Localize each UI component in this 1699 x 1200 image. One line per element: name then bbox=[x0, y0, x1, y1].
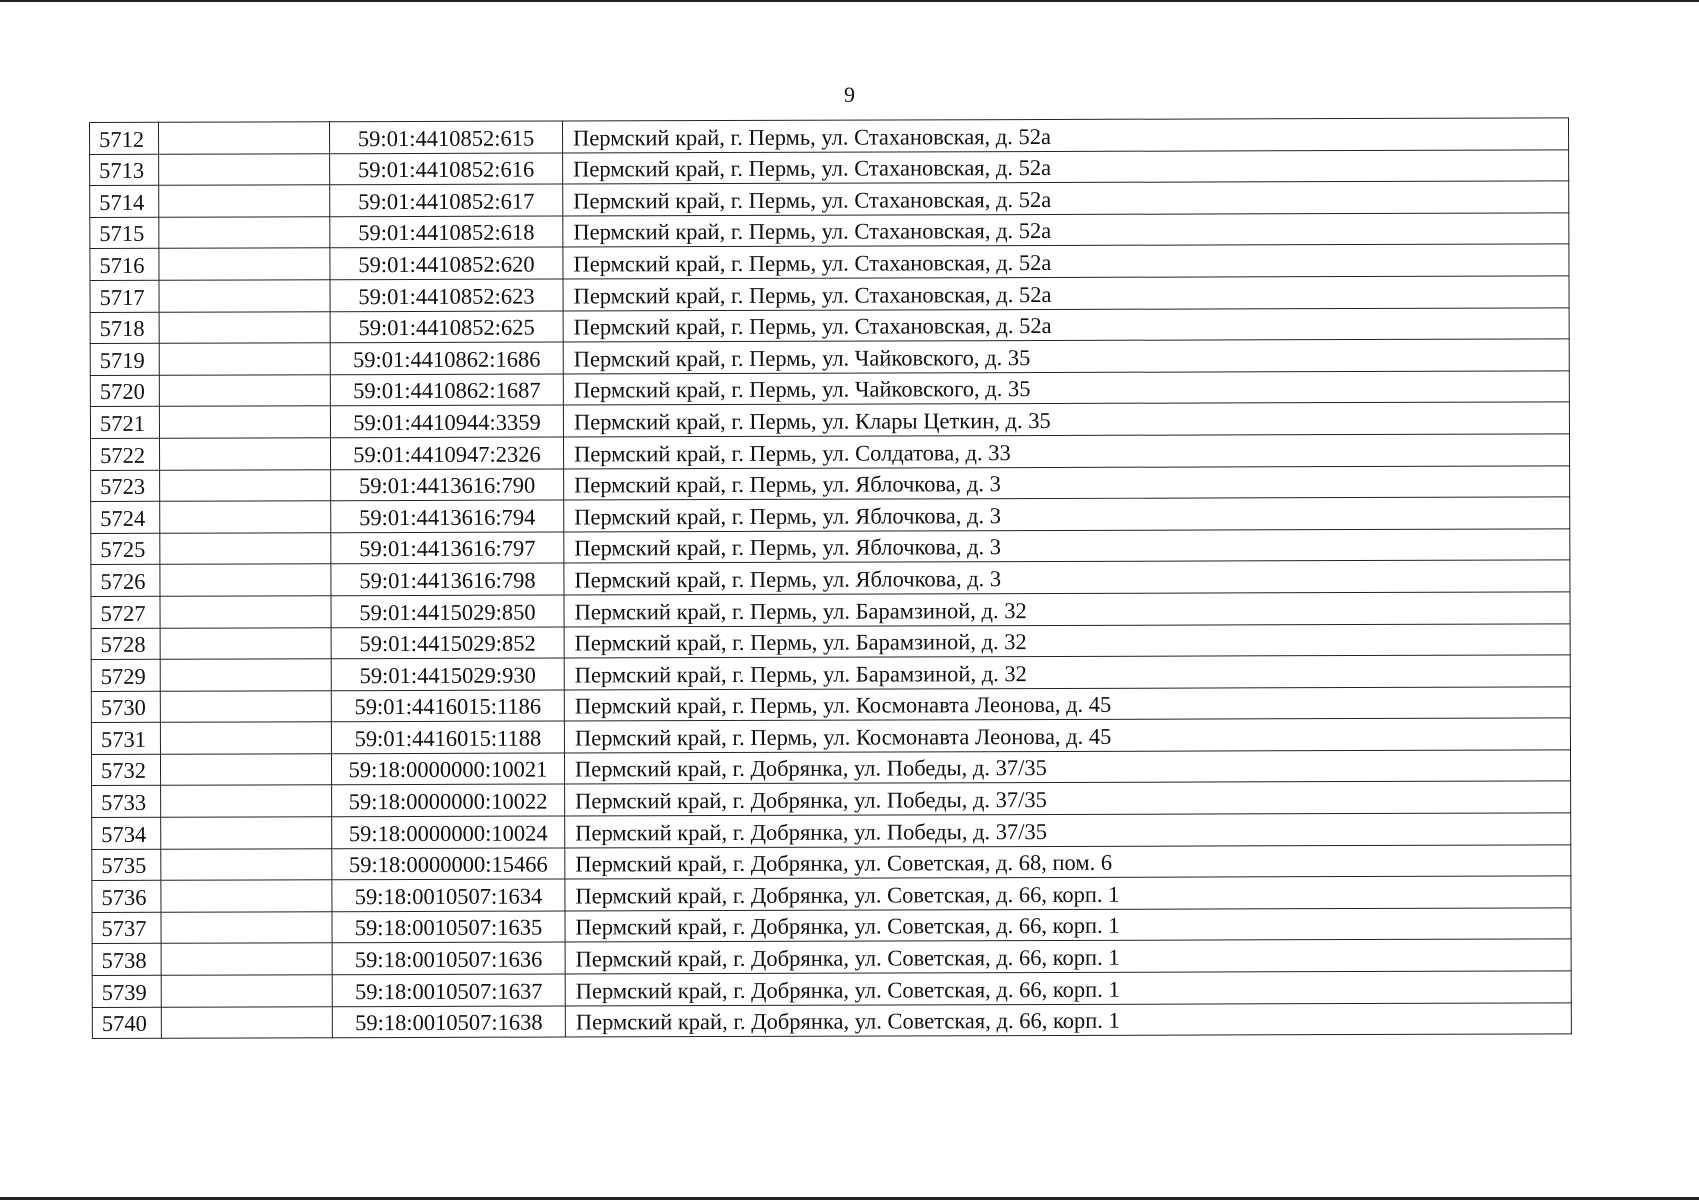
cadastral-number-cell: 59:01:4410852:617 bbox=[330, 184, 563, 216]
address-cell: Пермский край, г. Пермь, ул. Яблочкова, д. 3 bbox=[564, 529, 1570, 564]
empty-cell bbox=[160, 501, 331, 533]
table-row bbox=[91, 529, 1570, 565]
cadastral-number-cell: 59:01:4413616:797 bbox=[331, 532, 564, 564]
empty-cell bbox=[161, 880, 332, 912]
row-number-cell: 5732 bbox=[91, 754, 160, 786]
address-cell: Пермский край, г. Добрянка, ул. Советская, д. 66, корп. 1 bbox=[565, 971, 1571, 1006]
table-row bbox=[91, 687, 1570, 723]
address-cell: Пермский край, г. Пермь, ул. Стахановская, д. 52а bbox=[563, 181, 1569, 216]
cadastral-number-cell: 59:18:0010507:1638 bbox=[332, 1006, 565, 1038]
address-cell: Пермский край, г. Добрянка, ул. Победы, д. 37/35 bbox=[564, 750, 1570, 785]
address-cell: Пермский край, г. Пермь, ул. Стахановская, д. 52а bbox=[563, 213, 1569, 248]
address-cell: Пермский край, г. Пермь, ул. Стахановская, д. 52а bbox=[563, 307, 1569, 342]
empty-cell bbox=[160, 690, 331, 722]
empty-cell bbox=[160, 627, 331, 659]
cadastral-number-cell: 59:01:4410852:616 bbox=[330, 153, 563, 185]
cadastral-number-cell: 59:18:0010507:1635 bbox=[332, 911, 565, 943]
row-number-cell: 5720 bbox=[90, 375, 159, 407]
address-cell: Пермский край, г. Добрянка, ул. Советская, д. 66, корп. 1 bbox=[565, 876, 1571, 911]
cadastral-number-cell: 59:01:4410947:2326 bbox=[330, 437, 563, 469]
address-cell: Пермский край, г. Пермь, ул. Стахановская, д. 52а bbox=[563, 276, 1569, 311]
cadastral-number-cell: 59:01:4410944:3359 bbox=[330, 405, 563, 437]
address-cell: Пермский край, г. Пермь, ул. Стахановская, д. 52а bbox=[562, 118, 1568, 153]
table-row bbox=[90, 434, 1569, 470]
cadastral-number-cell: 59:18:0000000:10021 bbox=[331, 753, 564, 785]
address-cell: Пермский край, г. Добрянка, ул. Советская, д. 66, корп. 1 bbox=[565, 908, 1571, 943]
table-row bbox=[92, 781, 1571, 817]
empty-cell bbox=[161, 943, 332, 975]
table-row bbox=[90, 307, 1569, 343]
row-number-cell: 5739 bbox=[92, 975, 161, 1007]
row-number-cell: 5726 bbox=[91, 565, 160, 597]
row-number-cell: 5733 bbox=[92, 786, 161, 818]
scan-top-edge bbox=[0, 0, 1699, 2]
row-number-cell: 5721 bbox=[90, 407, 159, 439]
table-row bbox=[91, 497, 1570, 533]
empty-cell bbox=[159, 153, 330, 185]
address-cell: Пермский край, г. Добрянка, ул. Победы, д. 37/35 bbox=[565, 781, 1571, 816]
table-row bbox=[90, 181, 1569, 217]
table-row bbox=[90, 371, 1569, 407]
empty-cell bbox=[159, 280, 330, 312]
cadastral-number-cell: 59:01:4416015:1188 bbox=[331, 721, 564, 753]
empty-cell bbox=[159, 374, 330, 406]
row-number-cell: 5717 bbox=[90, 280, 159, 312]
page-number: 9 bbox=[844, 82, 855, 107]
row-number-cell: 5738 bbox=[92, 944, 161, 976]
cadastral-number-cell: 59:01:4410852:615 bbox=[330, 121, 563, 153]
table-row bbox=[92, 971, 1571, 1007]
address-cell: Пермский край, г. Пермь, ул. Барамзиной, д. 32 bbox=[564, 623, 1570, 658]
address-cell: Пермский край, г. Пермь, ул. Яблочкова, д. 3 bbox=[564, 560, 1570, 595]
address-cell: Пермский край, г. Пермь, ул. Космонавта Леонова, д. 45 bbox=[564, 687, 1570, 722]
empty-cell bbox=[160, 754, 331, 786]
cadastral-number-cell: 59:18:0000000:10022 bbox=[332, 784, 565, 816]
cadastral-number-cell: 59:01:4413616:798 bbox=[331, 563, 564, 595]
row-number-cell: 5716 bbox=[90, 249, 159, 281]
row-number-cell: 5725 bbox=[91, 533, 160, 565]
empty-cell bbox=[161, 848, 332, 880]
row-number-cell: 5731 bbox=[91, 723, 160, 755]
address-cell: Пермский край, г. Пермь, ул. Чайковского, д. 35 bbox=[563, 339, 1569, 374]
registry-table-body bbox=[90, 118, 1572, 1039]
empty-cell bbox=[161, 912, 332, 944]
table-row bbox=[90, 276, 1569, 312]
row-number-cell: 5712 bbox=[90, 122, 159, 154]
table-row bbox=[90, 244, 1569, 280]
cadastral-number-cell: 59:01:4413616:794 bbox=[331, 500, 564, 532]
cadastral-number-cell: 59:18:0010507:1637 bbox=[332, 974, 565, 1006]
row-number-cell: 5730 bbox=[91, 691, 160, 723]
address-cell: Пермский край, г. Пермь, ул. Барамзиной, д. 32 bbox=[564, 655, 1570, 690]
address-cell: Пермский край, г. Пермь, ул. Чайковского, д. 35 bbox=[563, 371, 1569, 406]
empty-cell bbox=[160, 722, 331, 754]
empty-cell bbox=[161, 975, 332, 1007]
address-cell: Пермский край, г. Пермь, ул. Космонавта Леонова, д. 45 bbox=[564, 718, 1570, 753]
row-number-cell: 5728 bbox=[91, 628, 160, 660]
row-number-cell: 5729 bbox=[91, 659, 160, 691]
table-row bbox=[91, 465, 1570, 501]
cadastral-number-cell: 59:18:0010507:1634 bbox=[332, 879, 565, 911]
cadastral-number-cell: 59:01:4415029:852 bbox=[331, 627, 564, 659]
cadastral-number-cell: 59:18:0010507:1636 bbox=[332, 942, 565, 974]
row-number-cell: 5723 bbox=[91, 470, 160, 502]
empty-cell bbox=[160, 469, 331, 501]
empty-cell bbox=[160, 659, 331, 691]
cadastral-number-cell: 59:01:4410852:618 bbox=[330, 216, 563, 248]
empty-cell bbox=[161, 785, 332, 817]
empty-cell bbox=[160, 564, 331, 596]
address-cell: Пермский край, г. Пермь, ул. Стахановская, д. 52а bbox=[563, 149, 1569, 184]
row-number-cell: 5719 bbox=[90, 343, 159, 375]
table-row bbox=[90, 402, 1569, 438]
row-number-cell: 5740 bbox=[92, 1007, 161, 1039]
cadastral-number-cell: 59:01:4410862:1686 bbox=[330, 342, 563, 374]
empty-cell bbox=[159, 217, 330, 249]
table-row bbox=[90, 149, 1569, 185]
table-row bbox=[90, 118, 1569, 154]
address-cell: Пермский край, г. Пермь, ул. Яблочкова, д. 3 bbox=[564, 497, 1570, 532]
empty-cell bbox=[160, 532, 331, 564]
address-cell: Пермский край, г. Добрянка, ул. Победы, д. 37/35 bbox=[565, 813, 1571, 848]
cadastral-number-cell: 59:01:4410852:620 bbox=[330, 247, 563, 279]
address-cell: Пермский край, г. Добрянка, ул. Советская, д. 66, корп. 1 bbox=[565, 1002, 1571, 1037]
registry-table bbox=[89, 117, 1572, 1039]
address-cell: Пермский край, г. Пермь, ул. Барамзиной, д. 32 bbox=[564, 592, 1570, 627]
cadastral-number-cell: 59:01:4410862:1687 bbox=[330, 374, 563, 406]
empty-cell bbox=[159, 343, 330, 375]
table-row bbox=[91, 718, 1570, 754]
empty-cell bbox=[161, 817, 332, 849]
address-cell: Пермский край, г. Добрянка, ул. Советская, д. 68, пом. 6 bbox=[565, 845, 1571, 880]
address-cell: Пермский край, г. Пермь, ул. Клары Цеткин, д. 35 bbox=[563, 402, 1569, 437]
table-row bbox=[92, 813, 1571, 849]
cadastral-number-cell: 59:01:4416015:1186 bbox=[331, 690, 564, 722]
row-number-cell: 5714 bbox=[90, 185, 159, 217]
table-row bbox=[92, 876, 1571, 912]
table-row bbox=[90, 213, 1569, 249]
empty-cell bbox=[161, 1006, 332, 1038]
empty-cell bbox=[159, 122, 330, 154]
address-cell: Пермский край, г. Пермь, ул. Яблочкова, д. 3 bbox=[564, 465, 1570, 500]
cadastral-number-cell: 59:18:0000000:15466 bbox=[332, 848, 565, 880]
table-row bbox=[91, 623, 1570, 659]
table-row bbox=[92, 908, 1571, 944]
table-row bbox=[91, 560, 1570, 596]
address-cell: Пермский край, г. Пермь, ул. Солдатова, д. 33 bbox=[563, 434, 1569, 469]
cadastral-number-cell: 59:01:4410852:625 bbox=[330, 311, 563, 343]
empty-cell bbox=[159, 185, 330, 217]
cadastral-number-cell: 59:01:4415029:850 bbox=[331, 595, 564, 627]
row-number-cell: 5737 bbox=[92, 912, 161, 944]
cadastral-number-cell: 59:01:4413616:790 bbox=[331, 469, 564, 501]
table-row bbox=[91, 655, 1570, 691]
row-number-cell: 5715 bbox=[90, 217, 159, 249]
table-row bbox=[90, 339, 1569, 375]
cadastral-number-cell: 59:18:0000000:10024 bbox=[332, 816, 565, 848]
table-row bbox=[91, 750, 1570, 786]
cadastral-number-cell: 59:01:4415029:930 bbox=[331, 658, 564, 690]
empty-cell bbox=[159, 438, 330, 470]
row-number-cell: 5727 bbox=[91, 596, 160, 628]
row-number-cell: 5718 bbox=[90, 312, 159, 344]
empty-cell bbox=[159, 248, 330, 280]
row-number-cell: 5722 bbox=[90, 438, 159, 470]
row-number-cell: 5736 bbox=[92, 881, 161, 913]
address-cell: Пермский край, г. Пермь, ул. Стахановская, д. 52а bbox=[563, 244, 1569, 279]
row-number-cell: 5713 bbox=[90, 154, 159, 186]
empty-cell bbox=[160, 596, 331, 628]
address-cell: Пермский край, г. Добрянка, ул. Советская, д. 66, корп. 1 bbox=[565, 939, 1571, 974]
empty-cell bbox=[159, 406, 330, 438]
cadastral-number-cell: 59:01:4410852:623 bbox=[330, 279, 563, 311]
row-number-cell: 5724 bbox=[91, 501, 160, 533]
table-row bbox=[92, 845, 1571, 881]
row-number-cell: 5734 bbox=[92, 817, 161, 849]
table-row bbox=[92, 939, 1571, 975]
table-row bbox=[92, 1002, 1571, 1038]
row-number-cell: 5735 bbox=[92, 849, 161, 881]
empty-cell bbox=[159, 311, 330, 343]
table-row bbox=[91, 592, 1570, 628]
